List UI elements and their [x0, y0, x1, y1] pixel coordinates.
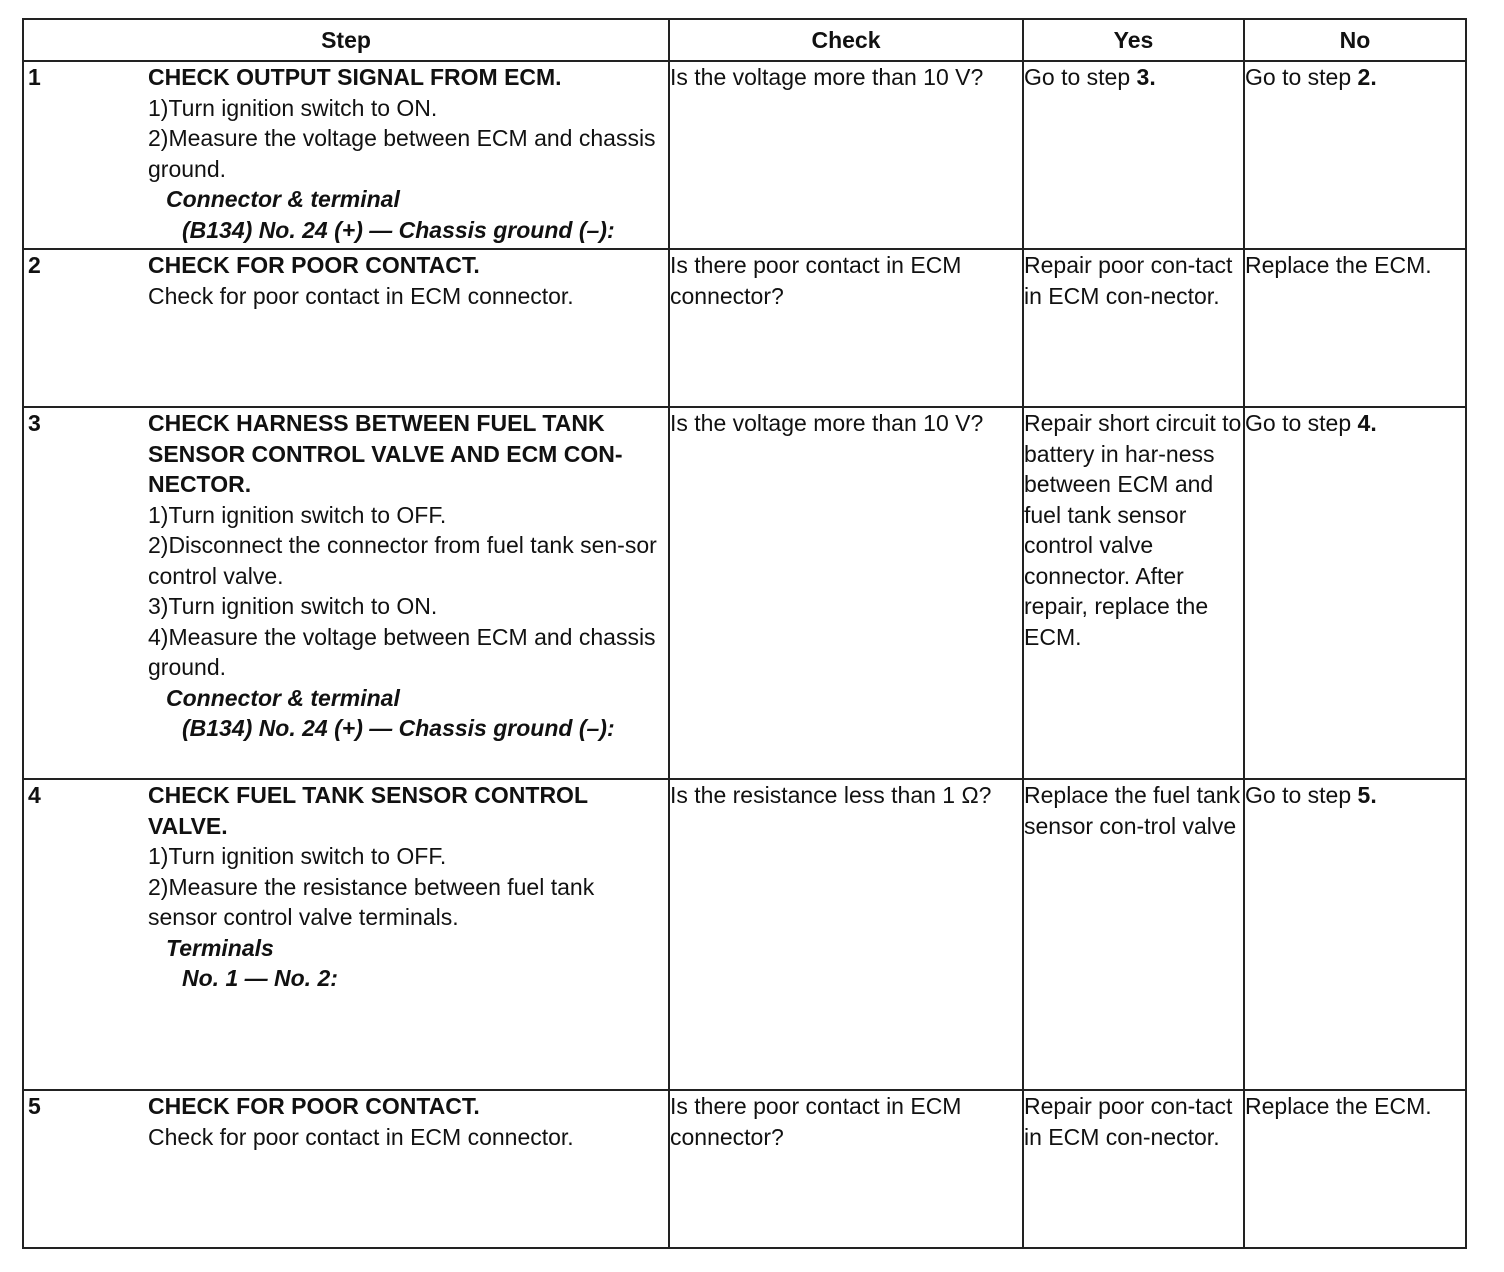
header-no: No — [1244, 19, 1466, 61]
step-instruction: 2)Measure the resistance between fuel tank sensor control valve terminals. — [148, 873, 595, 930]
yes-cell — [1023, 61, 1244, 249]
step-number: 2 — [28, 252, 41, 278]
step-number: 4 — [28, 782, 41, 808]
header-check: Check — [669, 19, 1023, 61]
yes-step: 3 — [1136, 64, 1150, 90]
check-cell: Is the voltage more than 10 V? — [669, 61, 1023, 249]
no-prefix: Go to step — [1245, 782, 1358, 808]
step-number: 5 — [28, 1093, 41, 1119]
diagnostic-table — [22, 18, 1467, 1249]
no-prefix: Go to step — [1245, 410, 1358, 436]
step-title: CHECK FOR POOR CONTACT. — [148, 252, 480, 278]
step-cell — [23, 61, 669, 249]
header-row — [23, 19, 1466, 61]
step-title: CHECK OUTPUT SIGNAL FROM ECM. — [148, 64, 562, 90]
header-step: Step — [23, 19, 669, 61]
step-number: 1 — [28, 64, 41, 90]
step-instruction: 2)Disconnect the connector from fuel tank sen-sor control valve. — [148, 532, 657, 589]
spec-heading: Connector & terminal — [166, 684, 400, 711]
table-row — [23, 249, 1466, 407]
check-cell: Is the voltage more than 10 V? — [669, 407, 1023, 779]
step-instruction: 2)Measure the voltage between ECM and chassis ground. — [148, 125, 656, 182]
no-cell — [1244, 779, 1466, 1090]
spec-heading: Connector & terminal — [166, 186, 400, 212]
yes-prefix: Go to step — [1024, 64, 1137, 90]
table-row — [23, 61, 1466, 249]
spec-value: No. 1 — No. 2: — [182, 965, 338, 991]
step-cell — [23, 1090, 669, 1248]
check-cell: Is there poor contact in ECM connector? — [669, 1090, 1023, 1248]
step-title: CHECK FOR POOR CONTACT. — [148, 1093, 480, 1119]
spec-value: (B134) No. 24 (+) — Chassis ground (–): — [182, 216, 615, 243]
step-cell — [23, 779, 669, 1090]
spec-value: (B134) No. 24 (+) — Chassis ground (–): — [182, 715, 615, 741]
no-cell: Replace the ECM. — [1244, 249, 1466, 407]
table-row — [23, 779, 1466, 1090]
yes-cell: Repair short circuit to battery in har-ness between ECM and fuel tank sensor control valve connector. After repair, replace the ECM. — [1023, 407, 1244, 779]
no-cell: Replace the ECM. — [1244, 1090, 1466, 1248]
yes-cell: Repair poor con-tact in ECM con-nector. — [1023, 249, 1244, 407]
step-instruction: 3)Turn ignition switch to ON. — [148, 593, 438, 619]
no-suffix: . — [1370, 410, 1377, 436]
no-step: 2 — [1357, 64, 1371, 90]
table-row — [23, 407, 1466, 779]
step-cell — [23, 249, 669, 407]
check-cell: Is the resistance less than 1 Ω? — [669, 779, 1023, 1090]
step-instruction: Check for poor contact in ECM connector. — [148, 282, 574, 309]
no-cell — [1244, 61, 1466, 249]
yes-cell: Repair poor con-tact in ECM con-nector. — [1023, 1090, 1244, 1248]
yes-suffix: . — [1149, 64, 1156, 90]
no-cell — [1244, 407, 1466, 779]
header-yes: Yes — [1023, 19, 1244, 61]
step-instruction: Check for poor contact in ECM connector. — [148, 1123, 574, 1150]
no-suffix: . — [1370, 64, 1377, 90]
step-instruction: 4)Measure the voltage between ECM and chassis ground. — [148, 623, 656, 680]
no-suffix: . — [1370, 782, 1377, 808]
step-instruction: 1)Turn ignition switch to OFF. — [148, 843, 447, 869]
step-title: CHECK HARNESS BETWEEN FUEL TANK SENSOR CONTROL VALVE AND ECM CON-NECTOR. — [148, 410, 623, 497]
no-step: 5 — [1357, 782, 1371, 808]
yes-cell: Replace the fuel tank sensor con-trol valve — [1023, 779, 1244, 1090]
no-prefix: Go to step — [1245, 64, 1358, 90]
step-instruction: 1)Turn ignition switch to OFF. — [148, 501, 447, 528]
no-step: 4 — [1357, 410, 1371, 436]
table-row — [23, 1090, 1466, 1248]
step-cell — [23, 407, 669, 779]
step-title: CHECK FUEL TANK SENSOR CONTROL VALVE. — [148, 782, 588, 839]
check-cell: Is there poor contact in ECM connector? — [669, 249, 1023, 407]
step-instruction: 1)Turn ignition switch to ON. — [148, 94, 438, 121]
step-number: 3 — [28, 410, 41, 436]
spec-heading: Terminals — [166, 934, 274, 961]
